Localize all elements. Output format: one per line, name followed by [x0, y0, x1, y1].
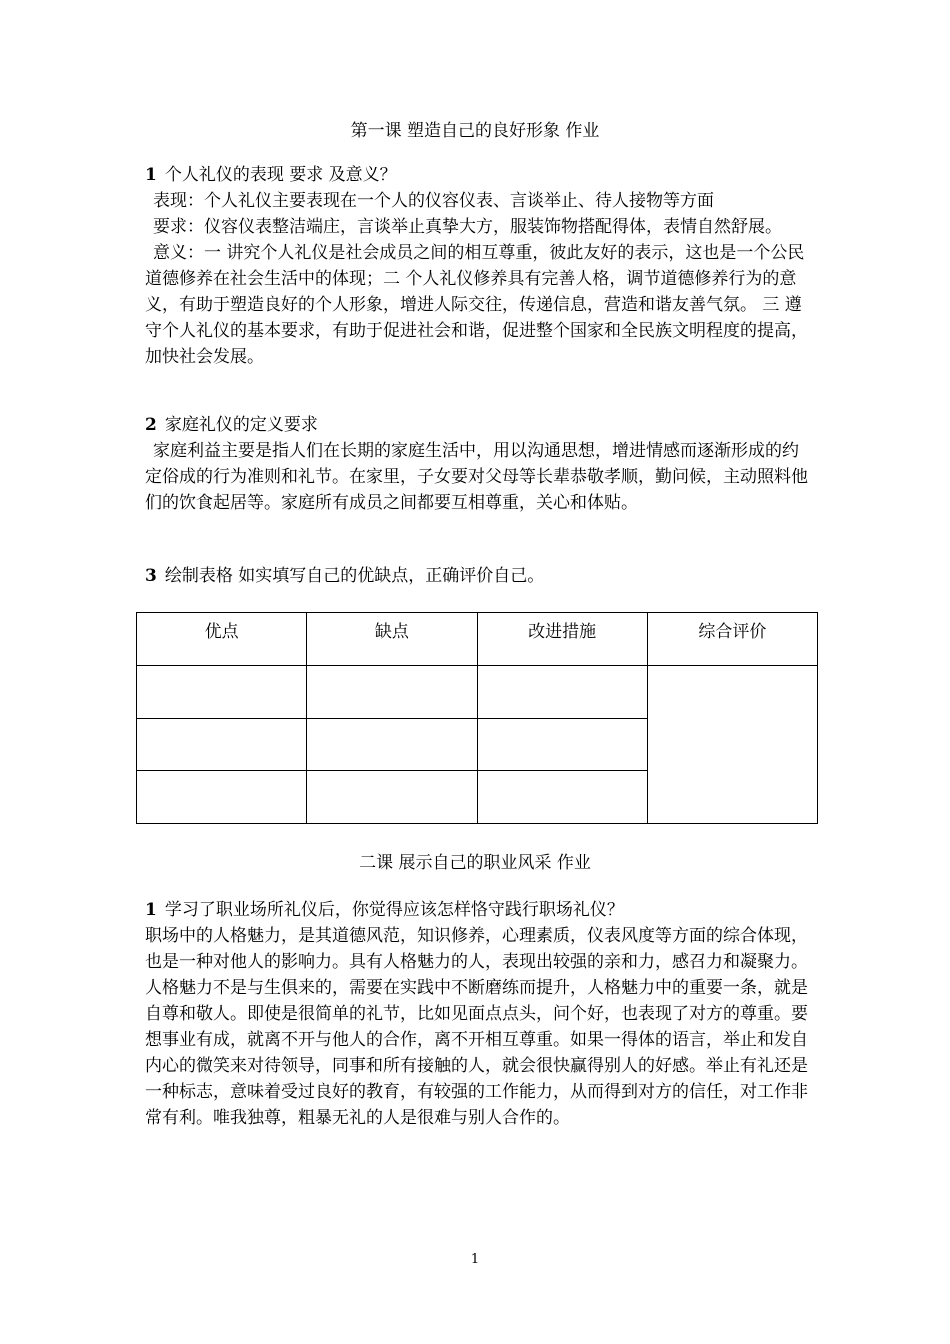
table-cell: [307, 718, 477, 771]
paragraph: 职场中的人格魅力，是其道德风范，知识修养，心理素质，仪表风度等方面的综合体现，也是一种对他人的影响力。具有人格魅力的人，表现出较强的亲和力，感召力和凝聚力。人格魅力不是与生俱来的，需要在实践中不断磨练而提升，人格魅力中的重要一条，就是自尊和敬人。即使是很简单的礼节，比如见面点点头，问个好，也表现了对方的尊重。要想事业有成，就离不开与他人的合作，离不开相互尊重。如果一得体的语言，举止和发自内心的微笑来对待领导，同事和所有接触的人，就会很快赢得别人的好感。举止有礼还是一种标志，意味着受过良好的教育，有较强的工作能力，从而得到对方的信任，对工作非常有利。唯我独尊，粗暴无礼的人是很难与别人合作的。: [145, 926, 808, 1128]
table-cell: [137, 718, 307, 771]
lesson2-q1-heading: [145, 897, 810, 923]
paragraph: 家庭利益主要是指人们在长期的家庭生活中，用以沟通思想，增进情感而逐渐形成的约定俗成的行为准则和礼节。在家里，子女要对父母等长辈恭敬孝顺，勤问候，主动照料他们的饮食起居等。家庭所有成员之间都要互相尊重，关心和体贴。: [145, 441, 808, 513]
question-text: 绘制表格 如实填写自己的优缺点，正确评价自己。: [164, 566, 545, 586]
self-evaluation-table: [136, 612, 818, 824]
question-text: 学习了职业场所礼仪后，你觉得应该怎样恪守践行职场礼仪？: [164, 900, 624, 920]
question-text: 家庭礼仪的定义要求: [164, 415, 318, 435]
paragraph: 表现：个人礼仪主要表现在一个人的仪容仪表、言谈举止、待人接物等方面: [153, 191, 714, 211]
table-cell: [477, 771, 647, 824]
table-cell: [307, 771, 477, 824]
question-number: 1: [145, 900, 157, 920]
paragraph: 要求：仪容仪表整洁端庄，言谈举止真挚大方，服装饰物搭配得体，表情自然舒展。: [153, 217, 782, 237]
table-cell: [477, 718, 647, 771]
header-strengths: 优点: [137, 613, 307, 666]
lesson1-title: 第一课 塑造自己的良好形象 作业: [350, 121, 600, 141]
table-header-row: [137, 613, 818, 666]
table-cell: [137, 771, 307, 824]
table-cell-overall: [647, 665, 817, 823]
question-text: 个人礼仪的表现 要求 及意义？: [164, 165, 397, 185]
page-number: 1: [470, 1252, 480, 1267]
table-row: [137, 665, 818, 718]
table-cell: [137, 665, 307, 718]
paragraph: 意义：一 讲究个人礼仪是社会成员之间的相互尊重，彼此友好的表示，这也是一个公民道德修养在社会生活中的体现；二 个人礼仪修养具有完善人格，调节道德修养行为的意义，有助于塑造良好的个人形象，增进人际交往，传递信息，营造和谐友善气氛。 三 遵守个人礼仪的基本要求，有助于促进社会和谐，促进整个国家和全民族文明程度的提高，加快社会发展。: [145, 243, 808, 367]
question-number: 1: [145, 165, 157, 185]
lesson1-q1-heading: [145, 162, 810, 188]
lesson1-q3-section: [145, 563, 810, 589]
lesson2-title: 二课 展示自己的职业风采 作业: [359, 853, 591, 873]
question-number: 3: [145, 566, 157, 586]
lesson1-q3-heading: [145, 563, 810, 589]
table-cell: [477, 665, 647, 718]
lesson2-q1-section: [145, 897, 810, 1131]
header-overall: 综合评价: [647, 613, 817, 666]
lesson1-q2-heading: [145, 412, 810, 438]
question-number: 2: [145, 415, 157, 435]
lesson1-q1-section: [145, 162, 810, 370]
lesson1-q2-section: [145, 412, 810, 516]
header-improvements: 改进措施: [477, 613, 647, 666]
header-weaknesses: 缺点: [307, 613, 477, 666]
table-cell: [307, 665, 477, 718]
